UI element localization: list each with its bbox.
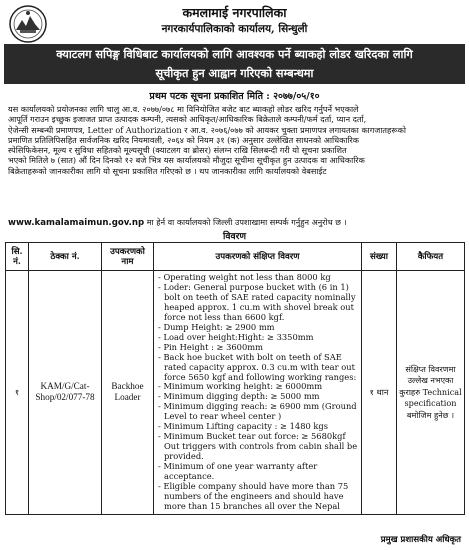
spec-item: - Minimum digging depth: ≥ 5000 mm bbox=[158, 391, 320, 402]
spec-item: - Minimum digging reach: ≥ 6900 mm (Ground Level to rear wheel center ) bbox=[158, 401, 357, 422]
header-contract-no: ठेक्का नं. bbox=[29, 243, 102, 271]
cell-serial: १ bbox=[6, 271, 29, 515]
intro-paragraph bbox=[8, 104, 460, 176]
spec-item: - Operating weight not less than 8000 kg bbox=[158, 272, 331, 282]
intro-line: आपूर्ति गराउन इच्छुक इजाजत प्राप्त उत्पादक कम्पनी, त्यसको आधिकृत/आधिकारिक बिक्रेताले कम्पनी/फर्म दर्ता, प्यान दर्ता, bbox=[8, 114, 367, 125]
publication-date: प्रथम पटक सूचना प्रकाशित मिति : २०७७/०५/१० bbox=[149, 91, 320, 102]
website-line bbox=[8, 217, 460, 229]
table-row bbox=[6, 271, 465, 515]
spec-item: - Minimum of one year warranty after acceptance. bbox=[158, 461, 318, 482]
office-name: नगरकार्यपालिकाको कार्यालय, सिन्धुली bbox=[161, 23, 308, 35]
spec-item: - Back hoe bucket with bolt on teeth of SAE rated capacity approx. 0.3 cu.m with tear out force 5650 kgf and following working ranges: bbox=[158, 351, 357, 382]
cell-remarks: संक्षिप्त विवरणमा उल्लेख नभएका कुराहरु Technical specification बमोजिम हुनेछ । bbox=[397, 271, 465, 515]
intro-line: यस कार्यालयको प्रयोजनका लागि चालु आ.व. २०७७/०७८ मा विनियोजित बजेट बाट ब्याकहो लोडर खरिद गर्नुपर्ने भएकाले bbox=[8, 104, 359, 114]
spec-item: - Dump Height: ≥ 2900 mm bbox=[158, 321, 275, 332]
header-serial: सि. नं. bbox=[6, 243, 29, 271]
header-equipment-name: उपकरणको नाम bbox=[102, 243, 154, 271]
intro-line: भएको मितिले ७ (सात) औं दिन दिनको १२ बजे भित्र यस कार्यालयको मौजुदा सूचीमा सूचीकृत हुन उत्पादक वा आधिकारिक bbox=[8, 155, 365, 166]
banner-line-2: सूचीकृत हुन आह्वान गरिएको सम्बन्धमा bbox=[155, 66, 314, 80]
spec-item: - Load over height:Hight: ≥ 3350mm bbox=[158, 331, 314, 342]
website-link[interactable]: www.kamalamaimun.gov.np bbox=[8, 218, 145, 228]
spec-item: - Minimum Lifting capacity : ≥ 1480 kgs bbox=[158, 421, 328, 432]
cell-specification bbox=[154, 271, 362, 515]
header-specification: उपकरणको संक्षिप्त विवरण bbox=[154, 243, 362, 271]
spec-item: - Minimum Bucket tear out force: ≥ 5680kgf Out triggers with controls from cabin shall be provided. bbox=[158, 431, 358, 462]
header-remarks: कैफियत bbox=[397, 243, 465, 271]
intro-line: प्रमाणित प्रतिलिपिसहित सार्वजनिक खरिद नियमावली, २०६४ को नियम ३१ (क) अनुसार उल्लेखित साधनको आधिकारिक bbox=[8, 134, 360, 145]
specification-table bbox=[5, 242, 465, 515]
spec-item: - Minimum working height: ≥ 6000mm bbox=[158, 381, 323, 392]
signature-title: प्रमुख प्रशासकीय अधिकृत bbox=[380, 535, 461, 545]
header-quantity: संख्या bbox=[362, 243, 397, 271]
table-header-row bbox=[6, 243, 465, 271]
spec-item: - Eligible company should have more than 75 numbers of the engineers and should have more than 15 branches all over the Nepal bbox=[158, 481, 349, 511]
intro-line: ऐजेन्सी सम्बन्धी प्रमाणपत्र, Letter of Authorization र आ.व. २०७६/०७७ को आयकर चुक्ता प्रमाणपत्र लगायतका कागजातहरूको bbox=[8, 124, 406, 135]
municipality-name: कमलामाई नगरपालिका bbox=[182, 5, 287, 20]
table-title: विवरण bbox=[223, 231, 246, 242]
website-line-text: मा हेर्न वा कार्यालयको जिल्ली उपशाखामा सम्पर्क गर्नुहुन अनुरोध छ । bbox=[146, 217, 347, 227]
cell-contract-no: KAM/G/Cat-Shop/02/077-78 bbox=[29, 271, 102, 515]
intro-line: स्पेसिफिकेसन, मूल्य र सुविधा सहितको मूल्यसूची (क्याटलग वा ब्रोसर) संलग्न राखि सिलबन्दी गरी यो सूचना प्रकाशित bbox=[8, 145, 347, 156]
intro-line: बिक्रेताहरूको जानकारीका लागि यो सूचना प्रकाशित गरिएको छ । थप जानकारीका लागि कार्यालयको वेबसाईट bbox=[8, 165, 327, 176]
cell-quantity: १ थान bbox=[362, 271, 397, 515]
banner-line-1: क्याटलग सपिङ्ग विधिबाट कार्यालयको लागि आवश्यक पर्ने ब्याकहो लोडर खरिदका लागि bbox=[56, 47, 413, 61]
cell-equipment-name: Backhoe Loader bbox=[102, 271, 154, 515]
spec-item: - Loder: General purpose bucket with (6 in 1) bolt on teeth of SAE rated capacity nominally heaped approx. 1 cu.m with shovel break out force not less than 6600 kgf. bbox=[158, 281, 356, 322]
notice-title-banner bbox=[4, 44, 465, 84]
spec-item: - Pin Height : ≥ 3600mm bbox=[158, 341, 263, 352]
